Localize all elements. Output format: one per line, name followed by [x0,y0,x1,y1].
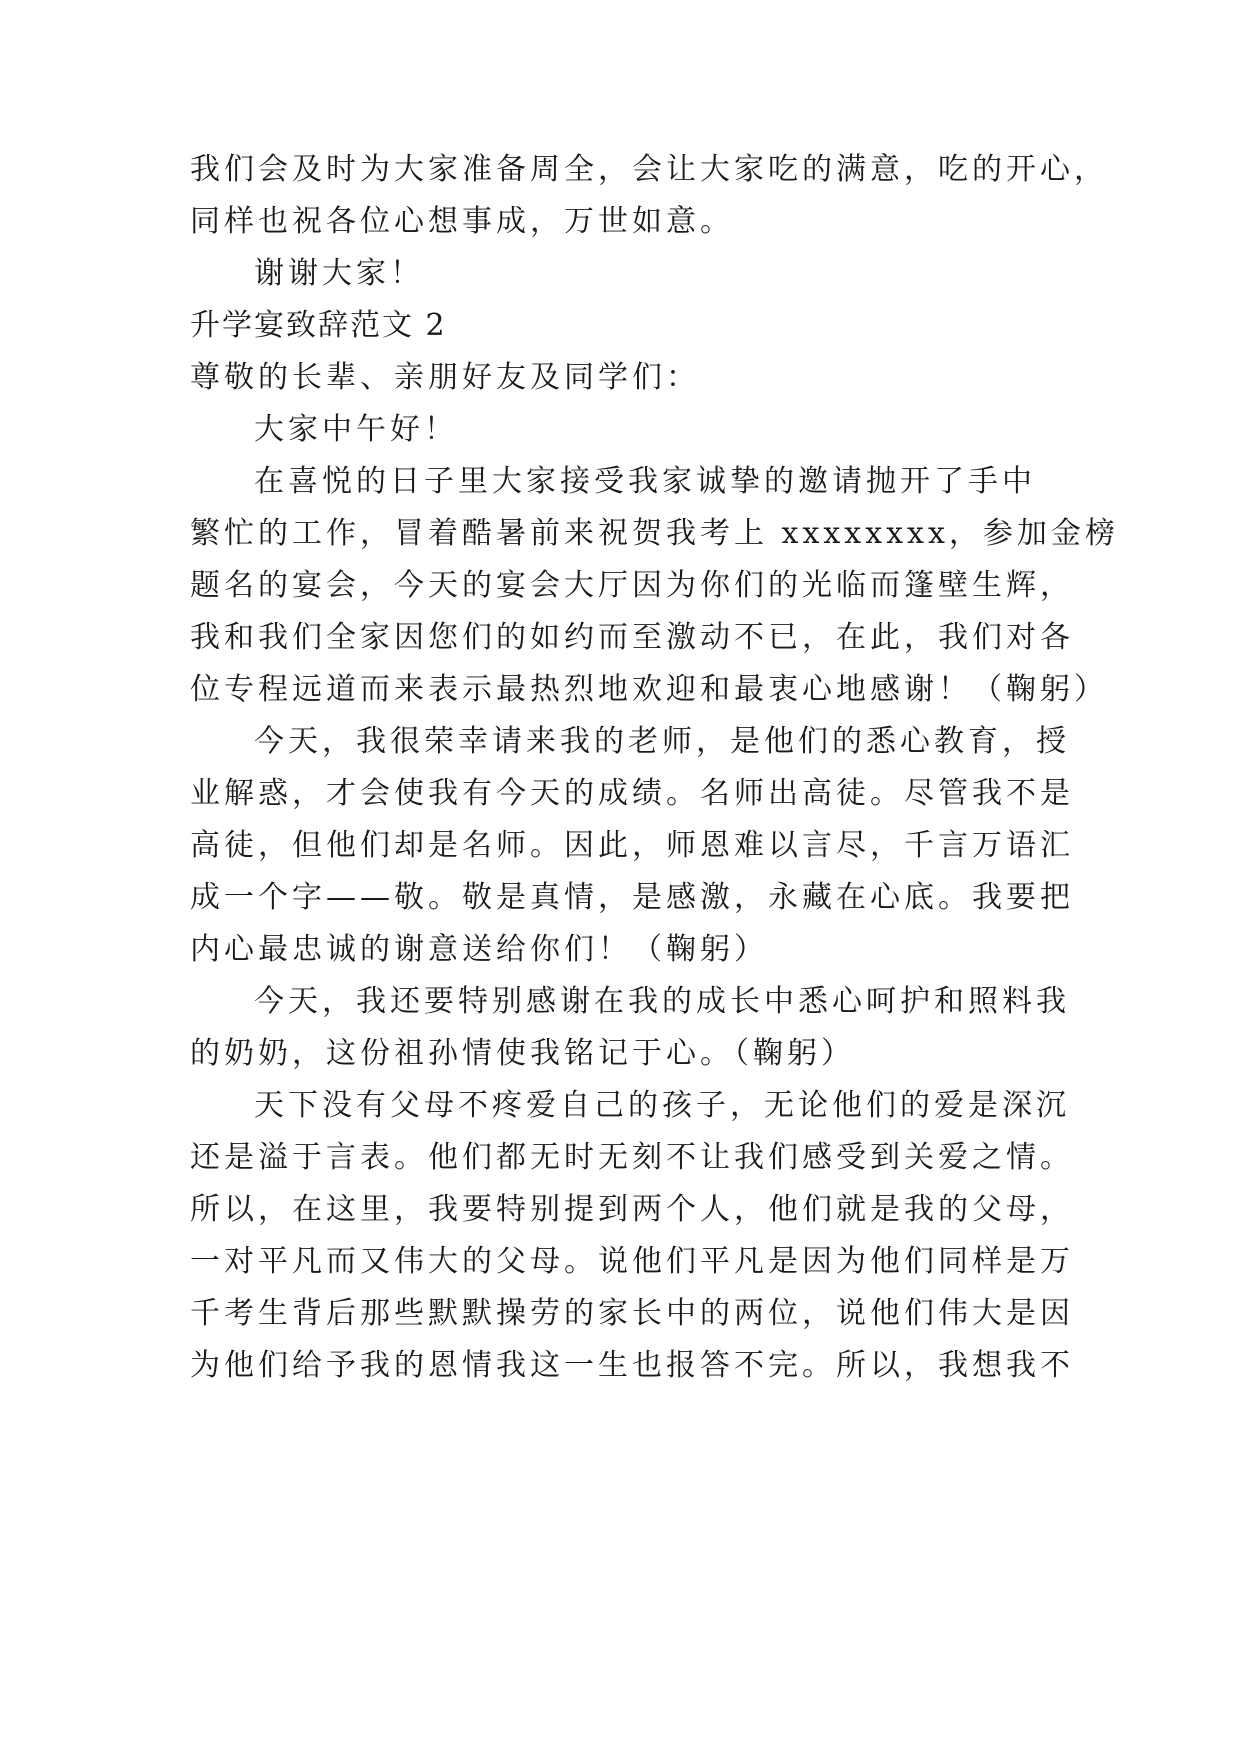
text-line: 为他们给予我的恩情我这一生也报答不完。所以，我想我不 [190,1348,1074,1383]
text-line: 谢谢大家！ [254,256,424,291]
text-line: 繁忙的工作，冒着酷暑前来祝贺我考上 xxxxxxxx，参加金榜 [190,516,1119,551]
text-line: 还是溢于言表。他们都无时无刻不让我们感受到关爱之情。 [190,1140,1074,1175]
text-line: 今天，我还要特别感谢在我的成长中悉心呵护和照料我 [254,984,1070,1019]
text-line: 我和我们全家因您们的如约而至激动不已，在此，我们对各 [190,620,1074,655]
salutation: 尊敬的长辈、亲朋好友及同学们： [190,360,700,395]
text-line: 同样也祝各位心想事成，万世如意。 [190,204,734,239]
text-line: 高徒，但他们却是名师。因此，师恩难以言尽，千言万语汇 [190,828,1074,863]
text-line: 内心最忠诚的谢意送给你们！（鞠躬） [190,932,768,967]
text-line: 的奶奶，这份祖孙情使我铭记于心。（鞠躬） [190,1036,855,1071]
section-heading: 升学宴致辞范文 2 [190,308,447,343]
text-line: 成一个字——敬。敬是真情，是感激，永藏在心底。我要把 [190,880,1074,915]
text-line: 位专程远道而来表示最热烈地欢迎和最衷心地感谢！（鞠躬） [190,672,1108,707]
text-line: 我们会及时为大家准备周全，会让大家吃的满意，吃的开心， [190,152,1108,187]
text-line: 天下没有父母不疼爱自己的孩子，无论他们的爱是深沉 [254,1088,1070,1123]
text-line: 所以，在这里，我要特别提到两个人，他们就是我的父母， [190,1192,1074,1227]
text-line: 千考生背后那些默默操劳的家长中的两位，说他们伟大是因 [190,1296,1074,1331]
text-line: 今天，我很荣幸请来我的老师，是他们的悉心教育，授 [254,724,1070,759]
text-line: 业解惑，才会使我有今天的成绩。名师出高徒。尽管我不是 [190,776,1074,811]
text-line: 题名的宴会，今天的宴会大厅因为你们的光临而篷壁生辉， [190,568,1074,603]
text-line: 一对平凡而又伟大的父母。说他们平凡是因为他们同样是万 [190,1244,1074,1279]
text-line: 在喜悦的日子里大家接受我家诚挚的邀请抛开了手中 [254,464,1036,499]
greeting: 大家中午好！ [254,412,458,447]
